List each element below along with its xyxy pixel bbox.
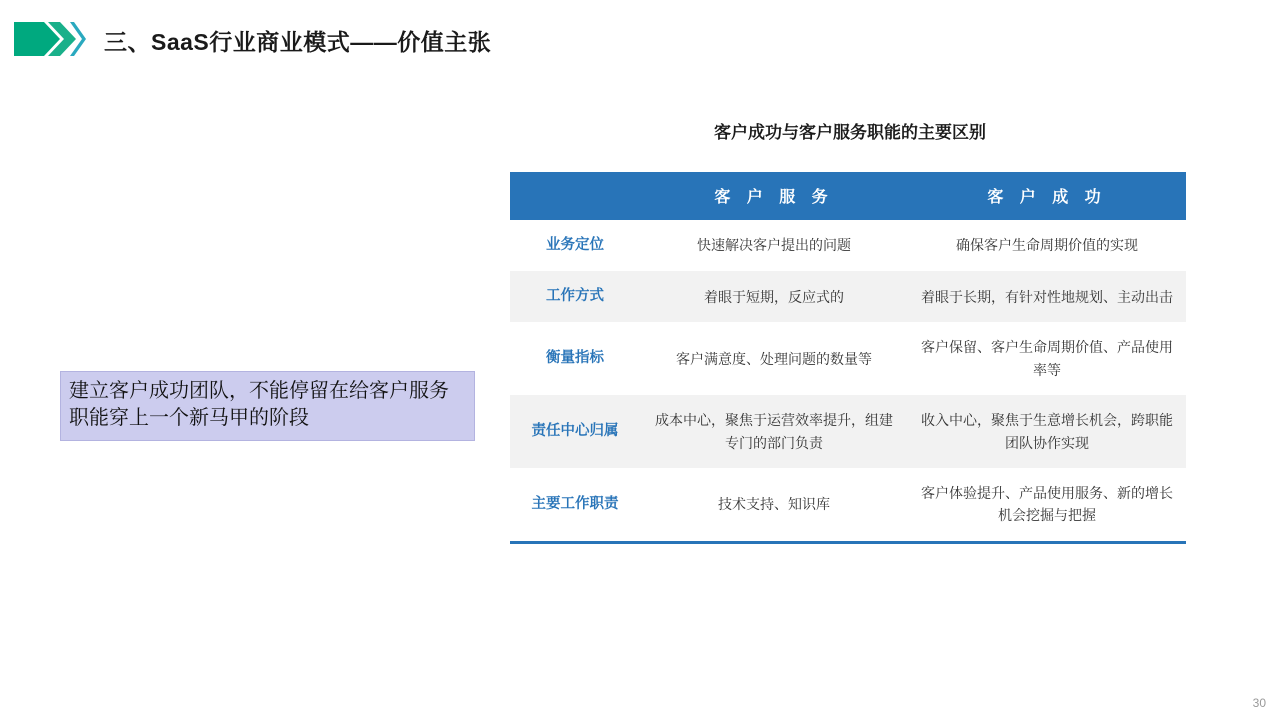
table-row [510,395,1186,468]
row-label: 业务定位 [510,220,640,271]
cell-success: 收入中心，聚焦于生意增长机会，跨职能团队协作实现 [908,395,1186,468]
page-title: 三、SaaS行业商业模式——价值主张 [104,29,492,55]
cell-success: 客户保留、客户生命周期价值、产品使用率等 [908,322,1186,395]
table-row [510,322,1186,395]
table-title: 客户成功与客户服务职能的主要区别 [714,123,986,142]
cell-success: 确保客户生命周期价值的实现 [908,220,1186,271]
column-header-service: 客 户 服 务 [640,172,908,220]
table-bottom-rule [510,541,1186,544]
row-label: 衡量指标 [510,322,640,395]
slide-header [0,0,1280,72]
column-header-blank [510,172,640,220]
row-label: 主要工作职责 [510,468,640,541]
comparison-table-container [510,172,1210,544]
cell-service: 成本中心，聚焦于运营效率提升，组建专门的部门负责 [640,395,908,468]
cell-service: 客户满意度、处理问题的数量等 [640,322,908,395]
table-row [510,468,1186,541]
row-label: 责任中心归属 [510,395,640,468]
column-header-success: 客 户 成 功 [908,172,1186,220]
cell-service: 着眼于短期，反应式的 [640,271,908,322]
table-header-row [510,172,1186,220]
table-row [510,271,1186,322]
table-row [510,220,1186,271]
callout-text: 建立客户成功团队，不能停留在给客户服务职能穿上一个新马甲的阶段 [69,380,449,429]
page-number: 30 [1252,696,1266,710]
cell-success: 客户体验提升、产品使用服务、新的增长机会挖掘与把握 [908,468,1186,541]
comparison-table [510,172,1186,541]
double-chevron-right-icon [14,22,86,56]
row-label: 工作方式 [510,271,640,322]
callout-box [60,371,475,441]
cell-service: 技术支持、知识库 [640,468,908,541]
cell-success: 着眼于长期，有针对性地规划、主动出击 [908,271,1186,322]
cell-service: 快速解决客户提出的问题 [640,220,908,271]
